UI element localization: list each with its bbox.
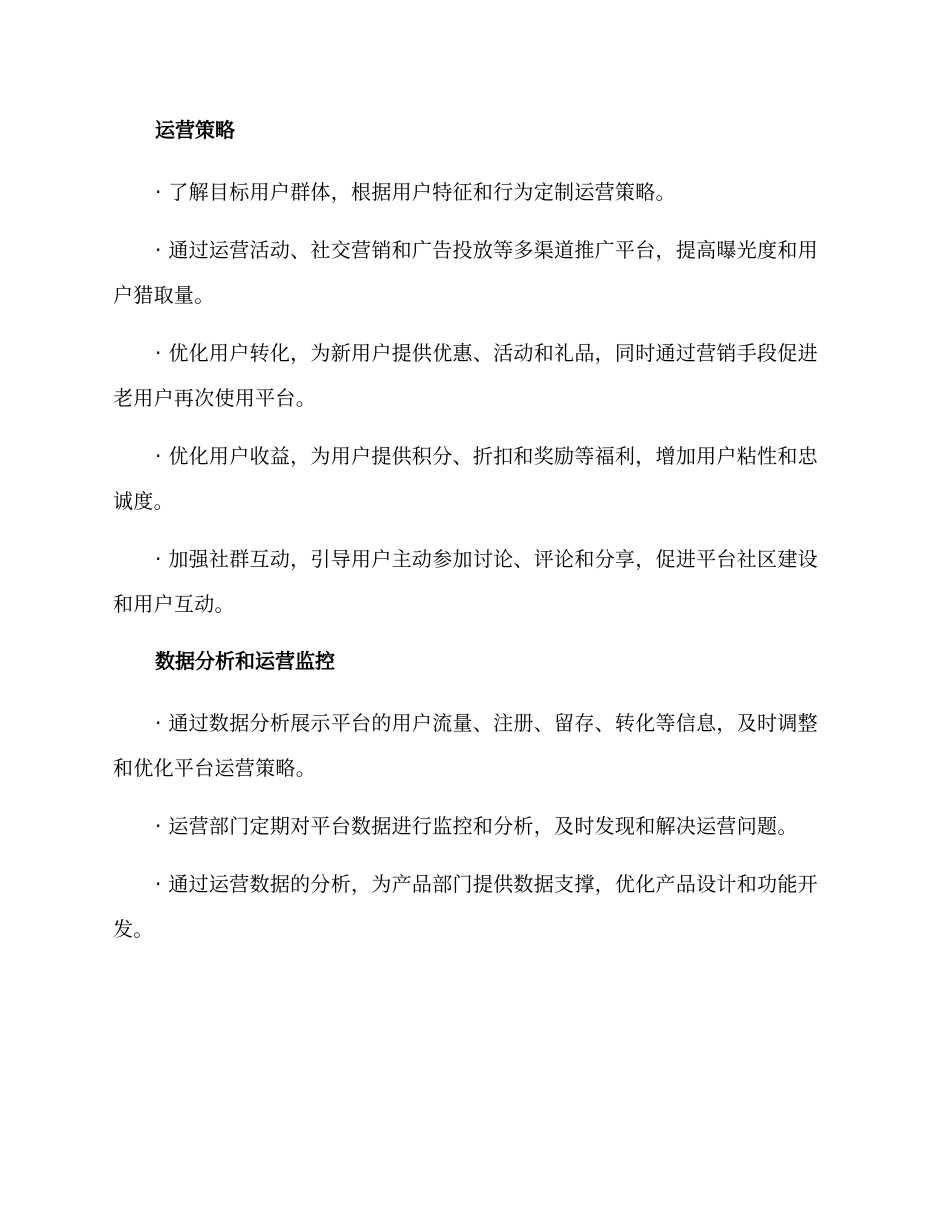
section-heading-data-analysis: 数据分析和运营监控	[155, 649, 335, 673]
bullet-paragraph: · 通过运营数据的分析，为产品部门提供数据支撑，优化产品设计和功能开发。	[113, 872, 818, 941]
bullet-paragraph: · 加强社群互动，引导用户主动参加讨论、评论和分享，促进平台社区建设和用户互动。	[113, 547, 818, 616]
bullet-paragraph: · 优化用户转化，为新用户提供优惠、活动和礼品，同时通过营销手段促进老用户再次使用平台。	[113, 341, 818, 410]
bullet-paragraph: · 了解目标用户群体，根据用户特征和行为定制运营策略。	[155, 180, 676, 204]
document-body	[113, 109, 823, 965]
bullet-paragraph: · 通过数据分析展示平台的用户流量、注册、留存、转化等信息，及时调整和优化平台运营策略。	[113, 711, 818, 780]
bullet-paragraph: · 通过运营活动、社交营销和广告投放等多渠道推广平台，提高曝光度和用户猎取量。	[113, 238, 818, 307]
bullet-paragraph: · 优化用户收益，为用户提供积分、折扣和奖励等福利，增加用户粘性和忠诚度。	[113, 444, 818, 513]
section-heading-operations-strategy: 运营策略	[155, 118, 235, 142]
bullet-paragraph: · 运营部门定期对平台数据进行监控和分析，及时发现和解决运营问题。	[155, 814, 798, 838]
